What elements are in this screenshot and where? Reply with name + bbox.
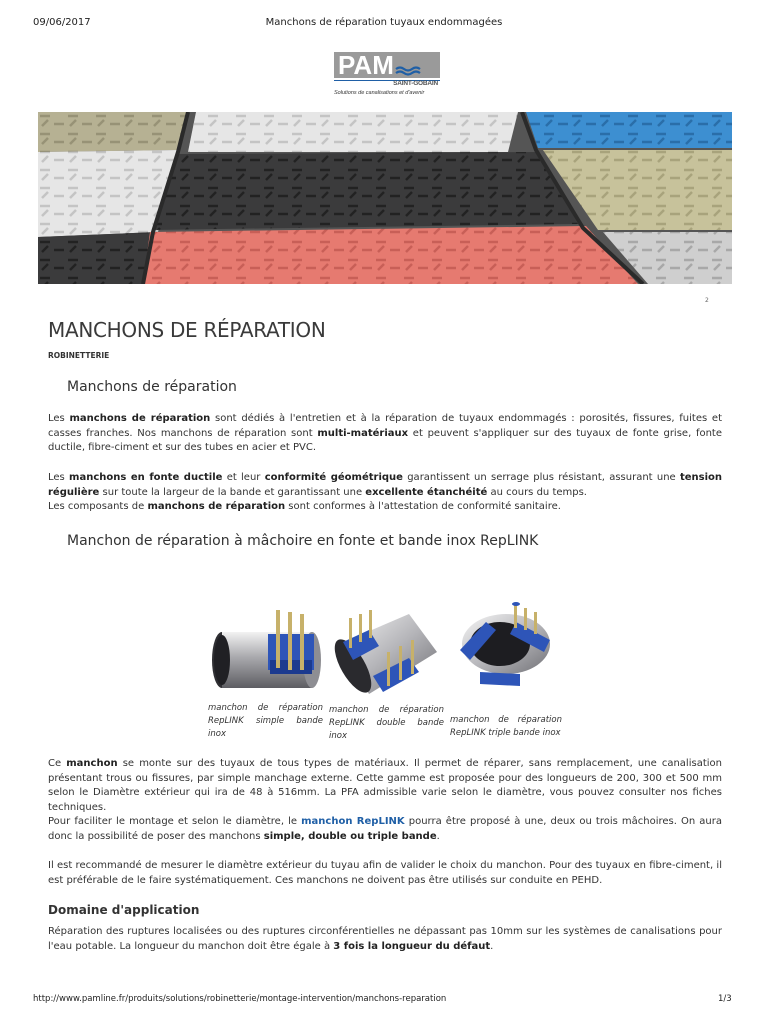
- body-text: pourra être proposé à une, deux ou trois mâchoires. On aura donc la possibilité de poser des manchons: [48, 816, 723, 842]
- print-title: Manchons de réparation tuyaux endommagées: [265, 17, 503, 28]
- domaine-paragraph: [48, 925, 722, 954]
- body-text: Réparation des ruptures localisées ou des ruptures circonférentielles ne dépassant pas 10mm sur les systèmes de canalisations pour l'eau potable. La longueur du manchon doit être égale à: [48, 926, 722, 952]
- emphasis-text: manchons en fonte ductile: [69, 472, 223, 483]
- body-text: au cours du temps.: [487, 486, 587, 498]
- body-text: Les: [48, 413, 70, 424]
- slider-indicator[interactable]: [705, 297, 709, 304]
- replink-paragraph-3: [48, 859, 722, 888]
- body-text: et leur: [222, 472, 265, 483]
- body-text: sur toute la largeur de la bande et garantissant une: [99, 486, 366, 498]
- emphasis-text: 3 fois la longueur du défaut: [333, 940, 491, 952]
- product-card-double[interactable]: [329, 604, 444, 743]
- category-label[interactable]: ROBINETTERIE: [48, 351, 110, 360]
- slider-indicator-label: 2: [705, 297, 709, 304]
- intro-paragraph-1: [48, 412, 722, 456]
- body-text: Les: [48, 472, 70, 483]
- replink-double-image: [329, 604, 444, 704]
- pam-logo[interactable]: [332, 52, 442, 100]
- emphasis-text: manchons de réparation: [69, 413, 211, 424]
- body-text: et peuvent s'appliquer sur des tuyaux de fonte grise, fonte ductile, fibre-ciment et sur des tubes en acier et PVC.: [48, 427, 723, 453]
- logo-company: SAINT-GOBAIN: [393, 80, 438, 87]
- replink-link[interactable]: manchon RepLINK: [301, 816, 405, 827]
- logo-brand-text: PAM: [338, 52, 394, 80]
- body-text: Ce: [48, 758, 67, 769]
- hero-banner-image: [38, 112, 732, 284]
- print-header: [0, 17, 768, 31]
- product-card-simple[interactable]: [208, 604, 323, 741]
- body-text: .: [490, 940, 494, 952]
- section-heading-replink: Manchon de réparation à mâchoire en fonte et bande inox RepLINK: [67, 533, 539, 549]
- print-page-count: 1/3: [718, 994, 732, 1004]
- product-card-triple[interactable]: [450, 600, 562, 740]
- emphasis-text: tension régulière: [48, 472, 723, 498]
- emphasis-text: manchon: [66, 758, 118, 769]
- emphasis-text: conformité géométrique: [264, 472, 403, 483]
- emphasis-text: multi-matériaux: [317, 427, 409, 439]
- body-text: sont conformes à l'attestation de conformité sanitaire.: [285, 501, 561, 512]
- body-text: .: [436, 830, 440, 842]
- body-text: se monte sur des tuyaux de tous types de matériaux. Il permet de réparer, sans remplacement, une canalisation présentant trous ou fissures, par simple manchage externe. Cette gamme est proposée pour des longueurs de 200, 300 et 500 mm selon le Diamètre extérieur qui ira de 48 à 516mm. La PFA admissible varie selon le diamètre, vous pouvez consulter nos fiches techniques.: [48, 758, 722, 813]
- intro-paragraph-2: [48, 471, 722, 515]
- replink-simple-image: [208, 604, 323, 702]
- body-text: garantissent un serrage plus résistant, assurant une: [402, 472, 680, 483]
- body-text: sont dédiés à l'entretien et à la réparation de tuyaux endommagés : porosités, fissures, fuites et casses franches. Nos manchons de réparation sont: [48, 413, 722, 439]
- body-text: Les composants de: [48, 501, 148, 512]
- replink-paragraph-2: [48, 815, 722, 844]
- page-title: MANCHONS DE RÉPARATION: [48, 318, 326, 342]
- emphasis-text: simple, double ou triple bande: [263, 830, 437, 842]
- replink-triple-image: [450, 600, 562, 714]
- emphasis-text: manchons de réparation: [147, 501, 286, 512]
- body-text: Pour faciliter le montage et selon le diamètre, le: [48, 816, 302, 827]
- section-heading-manchons: Manchons de réparation: [67, 379, 237, 395]
- section-heading-domaine: Domaine d'application: [48, 903, 200, 917]
- pam-logo-icon: [334, 52, 440, 82]
- logo-tagline: Solutions de canalisations et d'avenir: [334, 90, 425, 96]
- emphasis-text: excellente étanchéité: [365, 486, 488, 498]
- product-caption-triple: manchon de réparation RepLINK triple bande inox: [450, 715, 562, 738]
- print-date: 09/06/2017: [33, 17, 91, 28]
- print-url[interactable]: http://www.pamline.fr/produits/solutions/robinetterie/montage-intervention/manchons-reparation: [33, 994, 447, 1004]
- product-caption-simple: manchon de réparation RepLINK simple bande inox: [208, 703, 323, 739]
- product-caption-double: manchon de réparation RepLINK double bande inox: [329, 705, 444, 741]
- body-text: Il est recommandé de mesurer le diamètre extérieur du tuyau afin de valider le choix du manchon. Pour des tuyaux en fibre-ciment, il est préférable de le faire systématiquement. Ces manchons ne doivent pas être utilisés sur conduite en PEHD.: [48, 860, 722, 886]
- replink-paragraph-1: [48, 757, 722, 815]
